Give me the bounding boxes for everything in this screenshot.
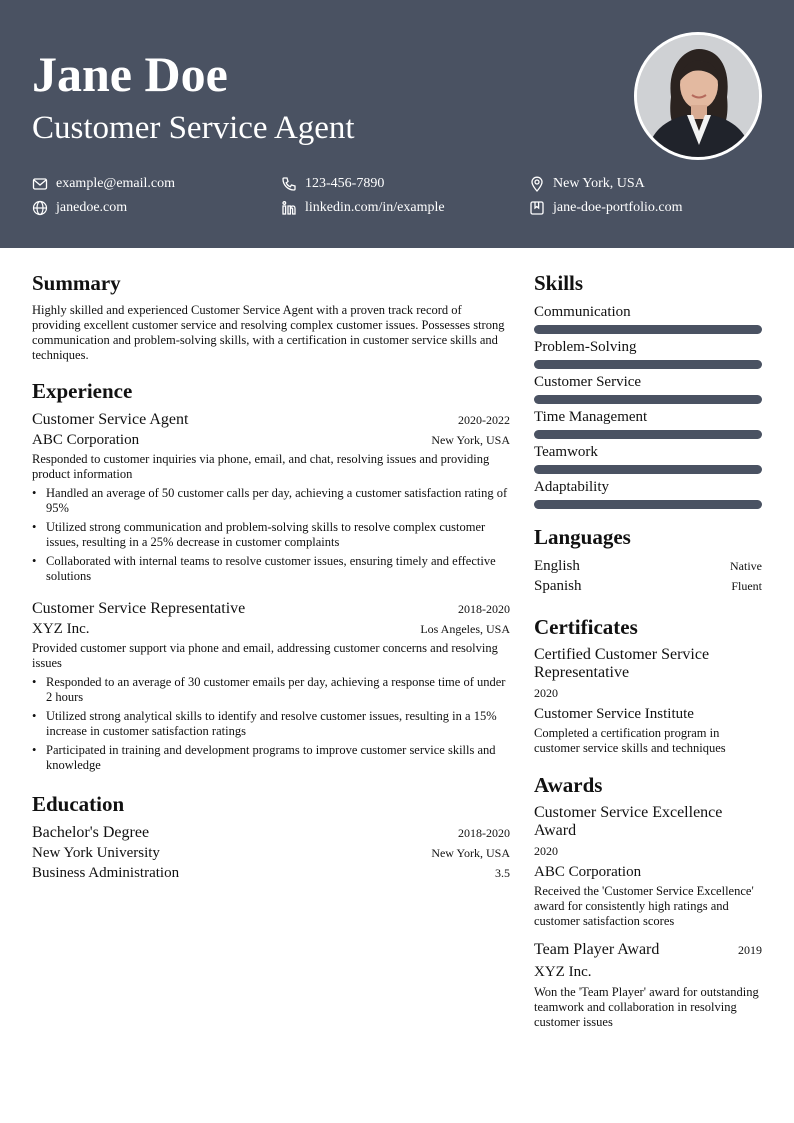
job-bullets bbox=[32, 486, 510, 584]
experience-item bbox=[32, 410, 510, 584]
languages-heading: Languages bbox=[534, 525, 631, 549]
certificates-heading: Certificates bbox=[534, 615, 638, 639]
summary-text: Highly skilled and experienced Customer Service Agent with a proven track record of providing excellent customer service and resolving complex customer issues. Possesses strong communication and problem-solving skills, with a certification in customer service skills and techniques. bbox=[32, 303, 505, 362]
right-column bbox=[534, 270, 762, 1030]
language-level: Fluent bbox=[731, 579, 762, 593]
job-dates: 2020-2022 bbox=[458, 413, 510, 427]
job-title: Customer Service Agent bbox=[32, 411, 189, 428]
job-dates: 2018-2020 bbox=[458, 602, 510, 616]
skill-item bbox=[534, 408, 762, 439]
award-issuer: ABC Corporation bbox=[534, 864, 642, 880]
linkedin-icon bbox=[281, 200, 297, 216]
award-item bbox=[534, 804, 762, 929]
job-bullet: • Collaborated with internal teams to resolve customer issues, ensuring timely and effective solutions bbox=[32, 554, 510, 584]
job-location: New York, USA bbox=[431, 433, 510, 447]
candidate-name: Jane Doe bbox=[32, 46, 228, 102]
job-description: Provided customer support via phone and email, addressing customer concerns and resolving issues bbox=[32, 641, 498, 670]
contact-location bbox=[529, 175, 645, 193]
experience-heading: Experience bbox=[32, 379, 133, 403]
language-name: Spanish bbox=[534, 578, 582, 594]
resume-header bbox=[0, 0, 794, 248]
gpa: 3.5 bbox=[495, 866, 510, 880]
education-dates: 2018-2020 bbox=[458, 826, 510, 840]
skill-item bbox=[534, 303, 762, 334]
contact-portfolio-text: jane-doe-portfolio.com bbox=[553, 200, 683, 215]
contact-email-text: example@email.com bbox=[56, 176, 176, 191]
skill-name: Adaptability bbox=[534, 479, 609, 495]
job-company: ABC Corporation bbox=[32, 432, 140, 448]
school: New York University bbox=[32, 845, 160, 861]
location-pin-icon bbox=[529, 176, 545, 192]
profile-photo bbox=[634, 32, 762, 160]
education-item bbox=[32, 823, 510, 883]
certificate-item bbox=[534, 646, 762, 756]
skill-name: Customer Service bbox=[534, 374, 642, 390]
certificate-issuer: Customer Service Institute bbox=[534, 706, 694, 722]
language-level: Native bbox=[730, 559, 762, 573]
summary-heading: Summary bbox=[32, 271, 121, 295]
contact-phone[interactable] bbox=[281, 175, 384, 193]
skill-item bbox=[534, 373, 762, 404]
award-title: Team Player Award bbox=[534, 941, 660, 958]
award-year: 2020 bbox=[534, 844, 558, 858]
award-issuer: XYZ Inc. bbox=[534, 964, 592, 980]
awards-heading: Awards bbox=[534, 773, 603, 797]
contact-website[interactable] bbox=[32, 199, 127, 217]
education-heading: Education bbox=[32, 792, 125, 816]
skill-bar bbox=[534, 430, 762, 439]
job-company: XYZ Inc. bbox=[32, 621, 90, 637]
award-item bbox=[534, 940, 762, 1030]
skill-item bbox=[534, 478, 762, 509]
skill-bar bbox=[534, 395, 762, 404]
globe-icon bbox=[32, 200, 48, 216]
experience-item bbox=[32, 599, 510, 773]
job-title: Customer Service Representative bbox=[32, 600, 246, 617]
candidate-title: Customer Service Agent bbox=[32, 110, 355, 146]
award-description: Received the 'Customer Service Excellence' award for consistently high ratings and customer satisfaction scores bbox=[534, 884, 754, 928]
languages-list bbox=[534, 556, 762, 596]
skill-name: Time Management bbox=[534, 409, 648, 425]
job-bullets bbox=[32, 675, 510, 773]
field-of-study: Business Administration bbox=[32, 865, 180, 881]
contact-website-text: janedoe.com bbox=[56, 200, 128, 215]
job-bullet: • Responded to an average of 30 customer emails per day, achieving a response time of under 2 hours bbox=[32, 675, 510, 705]
skill-item bbox=[534, 338, 762, 369]
school-location: New York, USA bbox=[431, 846, 510, 860]
job-bullet: • Utilized strong communication and problem-solving skills to resolve complex customer issues, resulting in a 25% decrease in customer complaints bbox=[32, 520, 510, 550]
job-bullet: • Participated in training and development programs to improve customer service skills and knowledge bbox=[32, 743, 510, 773]
skill-bar bbox=[534, 325, 762, 334]
award-year: 2019 bbox=[738, 943, 762, 957]
contact-portfolio[interactable] bbox=[529, 199, 682, 217]
contact-location-text: New York, USA bbox=[553, 176, 645, 191]
job-description: Responded to customer inquiries via phone, email, and chat, resolving issues and providing product information bbox=[32, 452, 490, 481]
skill-name: Teamwork bbox=[534, 444, 598, 460]
certificate-title: Certified Customer Service Representative bbox=[534, 646, 710, 681]
award-title: Customer Service Excellence Award bbox=[534, 804, 723, 839]
contact-email[interactable] bbox=[32, 175, 175, 193]
certificate-year: 2020 bbox=[534, 686, 558, 700]
skill-name: Problem-Solving bbox=[534, 339, 637, 355]
contact-phone-text: 123-456-7890 bbox=[305, 176, 385, 191]
skill-bar bbox=[534, 465, 762, 474]
skills-list bbox=[534, 303, 762, 509]
job-location: Los Angeles, USA bbox=[420, 622, 510, 636]
language-name: English bbox=[534, 558, 580, 574]
skills-heading: Skills bbox=[534, 271, 584, 295]
bookmark-icon bbox=[529, 200, 545, 216]
skill-name: Communication bbox=[534, 304, 631, 320]
award-description: Won the 'Team Player' award for outstanding teamwork and collaboration in resolving customer issues bbox=[534, 985, 759, 1029]
job-bullet: • Handled an average of 50 customer calls per day, achieving a customer satisfaction rating of 95% bbox=[32, 486, 510, 516]
skill-bar bbox=[534, 360, 762, 369]
left-column bbox=[32, 270, 510, 883]
contact-linkedin-text: linkedin.com/in/example bbox=[305, 200, 445, 215]
phone-icon bbox=[281, 176, 297, 192]
job-bullet: • Utilized strong analytical skills to identify and resolve customer issues, resulting in a 15% increase in customer satisfaction ratings bbox=[32, 709, 510, 739]
skill-item bbox=[534, 443, 762, 474]
degree: Bachelor's Degree bbox=[32, 824, 150, 841]
certificate-description: Completed a certification program in customer service skills and techniques bbox=[534, 726, 726, 755]
skill-bar bbox=[534, 500, 762, 509]
contact-linkedin[interactable] bbox=[281, 199, 445, 217]
mail-icon bbox=[32, 176, 48, 192]
